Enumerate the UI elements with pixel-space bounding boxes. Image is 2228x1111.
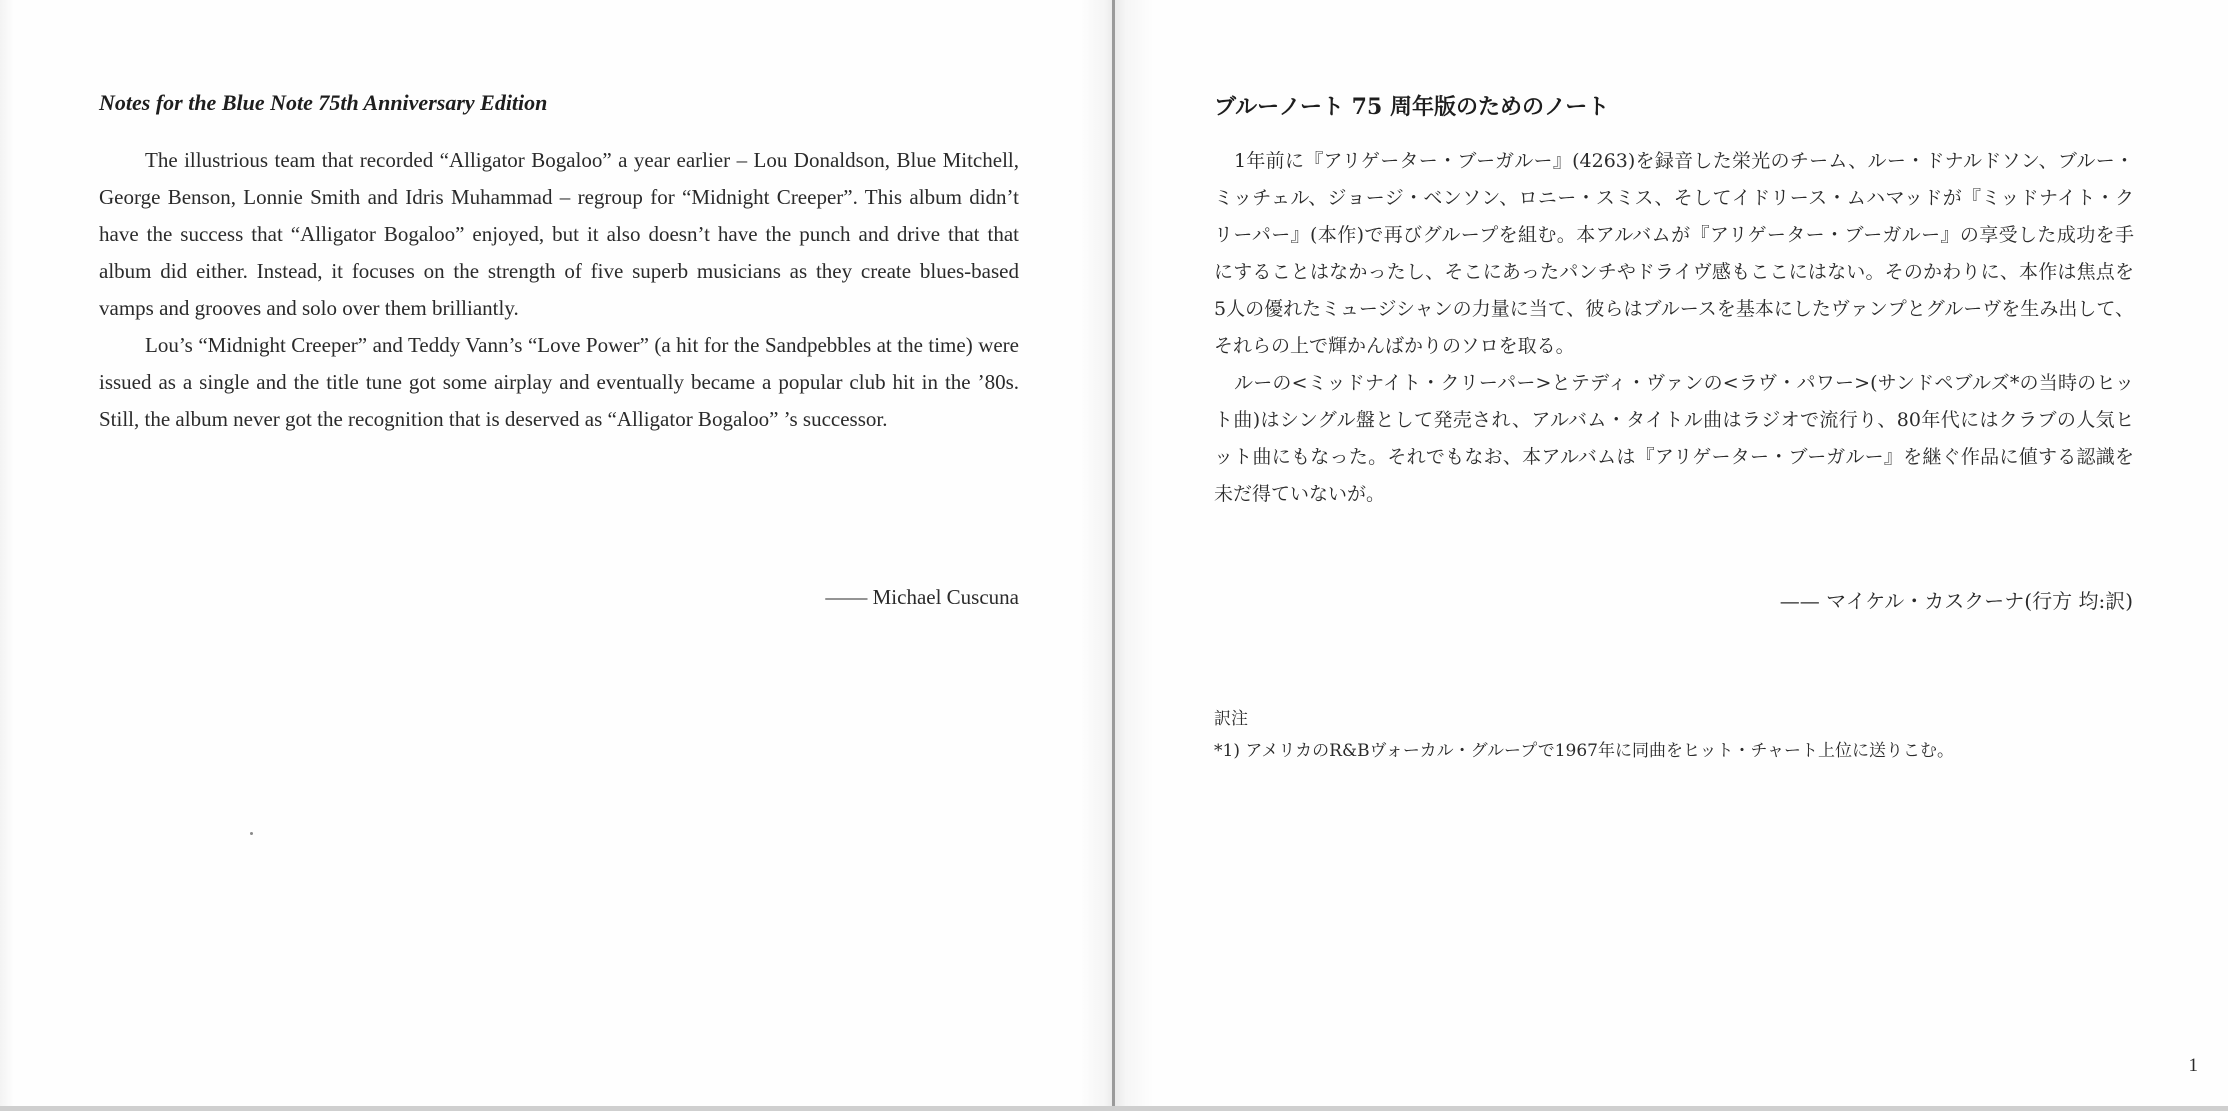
page-bottom-edge: [0, 1106, 2228, 1111]
page-number: 1: [2188, 1055, 2198, 1076]
japanese-notes: [1214, 90, 2134, 513]
japanese-paragraph-2: ルーの<ミッドナイト・クリーパー>とテディ・ヴァンの<ラヴ・パワー>(サンドペブルズ*の当時のヒット曲)はシングル盤として発売され、アルバム・タイトル曲はラジオで流行り、80年代にはクラブの人気ヒット曲にもなった。それでもなお、本アルバムは『アリゲーター・ブーガルー』を継ぐ作品に値する認識を未だ得ていないが。: [1214, 372, 2134, 505]
english-notes: [99, 90, 1019, 438]
english-heading: Notes for the Blue Note 75th Anniversary Edition: [99, 90, 548, 115]
english-signature: —— Michael Cuscuna: [825, 585, 1019, 609]
japanese-signature: —— マイケル・カスクーナ(行方 均:訳): [1779, 589, 2133, 613]
center-fold: [1112, 0, 1115, 1108]
right-page: [1114, 0, 2228, 1108]
translator-notes: [1214, 703, 1954, 767]
japanese-paragraph-1: 1年前に『アリゲーター・ブーガルー』(4263)を録音した栄光のチーム、ルー・ドナルドソン、ブルー・ミッチェル、ジョージ・ベンソン、ロニー・スミス、そしてイドリース・ムハマッドが『ミッドナイト・クリーパー』(本作)で再びグループを組む。本アルバムが『アリゲーター・ブーガルー』の享受した成功を手にすることはなかったし、そこにあったパンチやドライヴ感もここにはない。そのかわりに、本作は焦点を5人の優れたミュージシャンの力量に当て、彼らはブルースを基本にしたヴァンプとグルーヴを生み出して、それらの上で輝かんばかりのソロを取る。: [1214, 150, 2134, 357]
left-page: [0, 0, 1114, 1108]
english-paragraph-1: The illustrious team that recorded “Alligator Bogaloo” a year earlier – Lou Donaldson, Blue Mitchell, George Benson, Lonnie Smith and Idris Muhammad – regroup for “Midnight Creeper”. This album didn’t have the success that “Alligator Bogaloo” enjoyed, but it also doesn’t have the punch and drive that that album did either. Instead, it focuses on the strength of five superb musicians as they create blues-based vamps and grooves and solo over them brilliantly.: [99, 148, 1019, 320]
translator-notes-title: 訳注: [1214, 709, 1248, 729]
translator-note-1: *1) アメリカのR&Bヴォーカル・グループで1967年に同曲をヒット・チャート上位に送りこむ。: [1214, 741, 1954, 761]
english-paragraph-2: Lou’s “Midnight Creeper” and Teddy Vann’s “Love Power” (a hit for the Sandpebbles at the time) were issued as a single and the title tune got some airplay and eventually became a popular club hit in the ’80s. Still, the album never got the recognition that is deserved as “Alligator Bogaloo” ’s successor.: [99, 333, 1019, 431]
japanese-heading: ブルーノート 75 周年版のためのノート: [1214, 94, 1610, 120]
paper-speck: [250, 832, 253, 835]
